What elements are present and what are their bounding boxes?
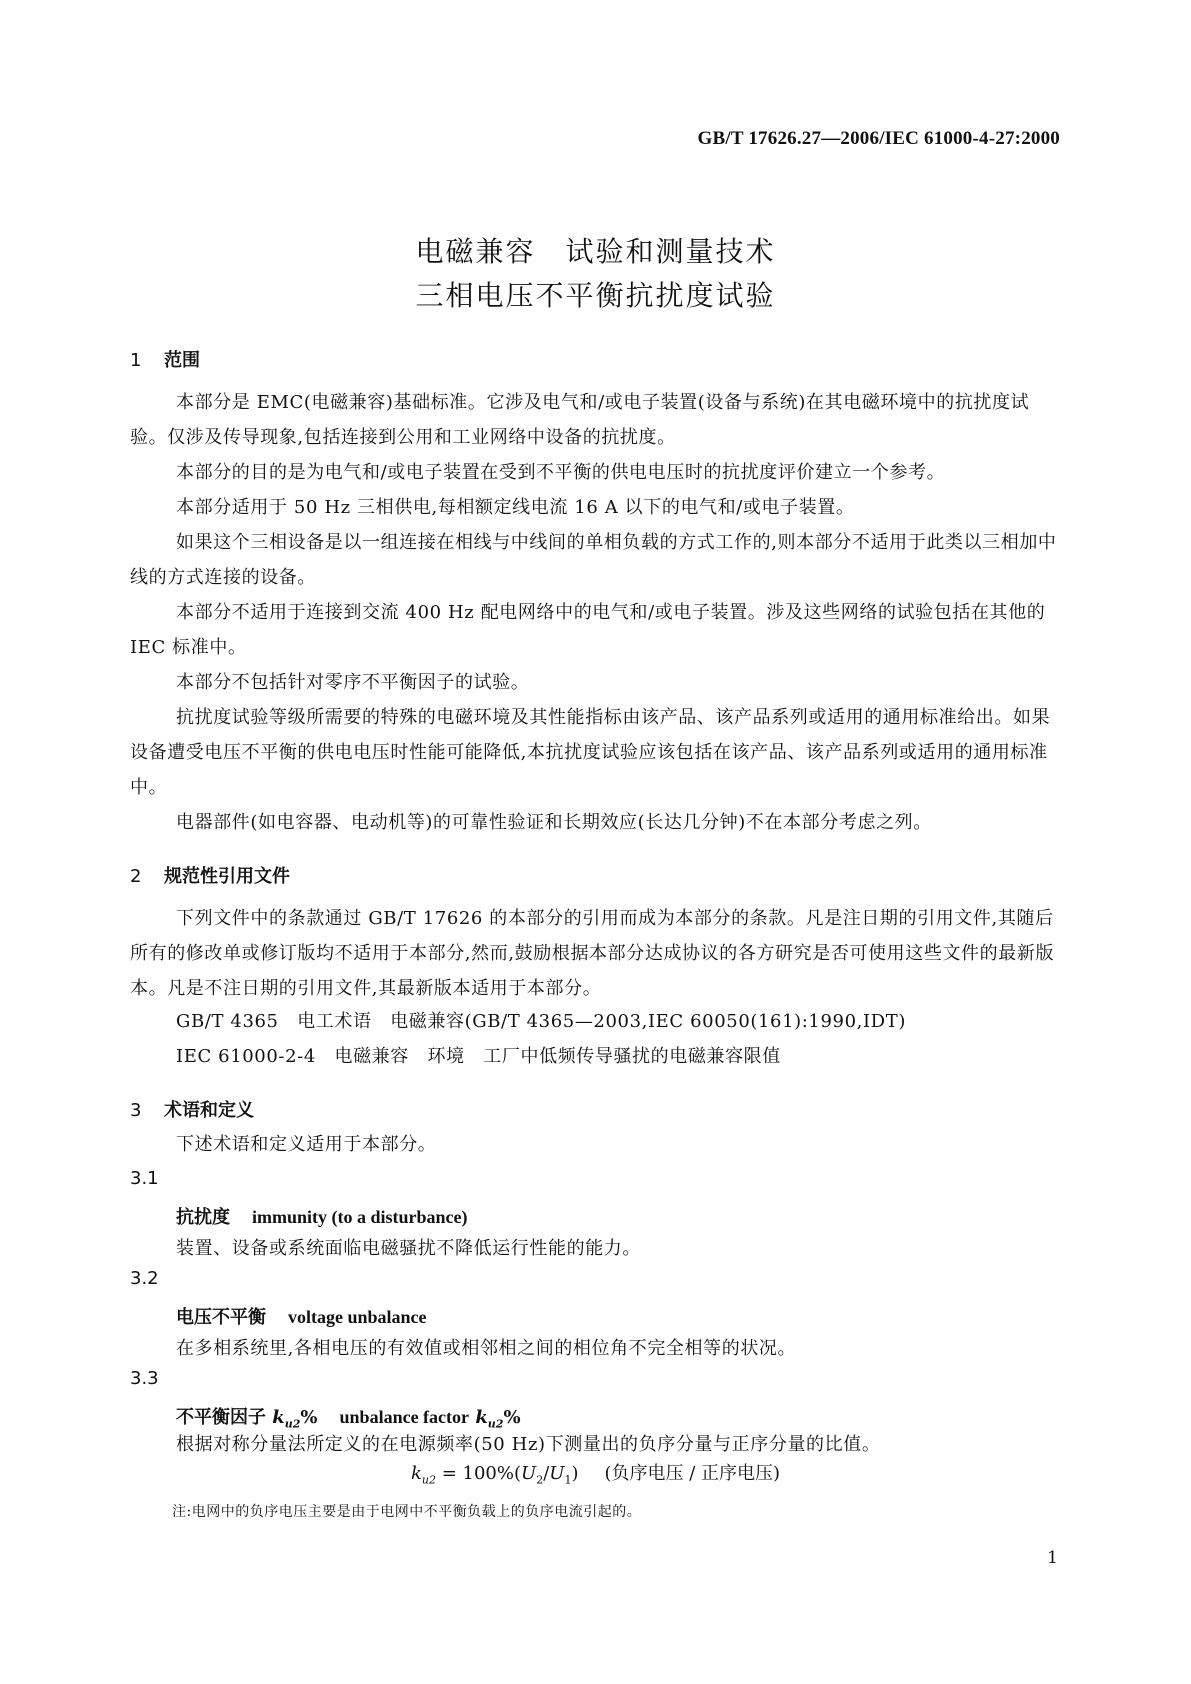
- term-definition: 在多相系统里,各相电压的有效值或相邻相之间的相位角不完全相等的状况。: [176, 1338, 797, 1359]
- term-entry: [176, 1303, 427, 1329]
- term-entry: [176, 1403, 521, 1431]
- term-zh: 电压不平衡: [176, 1307, 266, 1328]
- standard-code: GB/T 17626.27—2006/IEC 61000-4-27:2000: [697, 128, 1060, 149]
- reference-item: GB/T 4365 电工术语 电磁兼容(GB/T 4365—2003,IEC 60050(161):1990,IDT): [176, 1011, 906, 1032]
- section-2-heading: [130, 862, 290, 888]
- paragraph: 如果这个三相设备是以一组连接在相线与中线间的单相负载的方式工作的,则本部分不适用于此类以三相加中线的方式连接的设备。: [130, 532, 1057, 588]
- note: 注:电网中的负序电压主要是由于电网中不平衡负载上的负序电流引起的。: [172, 1504, 642, 1520]
- formula-explanation: (负序电压 / 正序电压): [604, 1463, 781, 1484]
- paragraph: 抗扰度试验等级所需要的特殊的电磁环境及其性能指标由该产品、该产品系列或适用的通用标准给出。如果设备遭受电压不平衡的供电电压时性能可能降低,本抗扰度试验应该包括在该产品、该产品系列或适用的通用标准中。: [130, 707, 1051, 798]
- paragraph: 本部分不包括针对零序不平衡因子的试验。: [176, 672, 530, 693]
- term-en: immunity (to a disturbance): [252, 1207, 468, 1227]
- page-number: 1: [1047, 1548, 1058, 1568]
- term-zh: 不平衡因子: [176, 1407, 266, 1428]
- symbol-subscript: u2: [487, 1417, 504, 1431]
- symbol-percent: %: [300, 1407, 318, 1428]
- paragraph: 下述术语和定义适用于本部分。: [176, 1134, 437, 1155]
- paragraph: 本部分的目的是为电气和/或电子装置在受到不平衡的供电电压时的抗扰度评价建立一个参考。: [176, 462, 946, 483]
- formula-close: ): [571, 1463, 579, 1484]
- document-title-line2: 三相电压不平衡抗扰度试验: [415, 279, 776, 312]
- formula-slash: /: [543, 1463, 550, 1484]
- title-part-b: 试验和测量技术: [565, 235, 776, 268]
- formula-u1: U: [549, 1463, 565, 1484]
- paragraph: 本部分适用于 50 Hz 三相供电,每相额定线电流 16 A 以下的电气和/或电子装置。: [176, 497, 855, 518]
- clause-number: 3.1: [130, 1168, 159, 1189]
- section-3-heading: [130, 1096, 254, 1122]
- section-title: 术语和定义: [164, 1100, 254, 1121]
- section-1-heading: [130, 346, 200, 372]
- symbol-k: k: [475, 1407, 488, 1428]
- section-title: 规范性引用文件: [164, 866, 290, 887]
- symbol-percent: %: [503, 1407, 521, 1428]
- formula-k: k: [410, 1463, 422, 1484]
- symbol-subscript: u2: [284, 1417, 301, 1431]
- reference-item: IEC 61000-2-4 电磁兼容 环境 工厂中低频传导骚扰的电磁兼容限值: [176, 1046, 781, 1067]
- paragraph: 本部分是 EMC(电磁兼容)基础标准。它涉及电气和/或电子装置(设备与系统)在其电磁环境中的抗扰度试验。仅涉及传导现象,包括连接到公用和工业网络中设备的抗扰度。: [130, 392, 1030, 448]
- formula-rhs-prefix: 100%(: [462, 1463, 522, 1484]
- term-entry: [176, 1203, 468, 1229]
- term-en: voltage unbalance: [288, 1307, 427, 1327]
- clause-number: 3.3: [130, 1368, 159, 1389]
- term-zh: 抗扰度: [176, 1207, 230, 1228]
- term-en: unbalance factor: [339, 1407, 470, 1427]
- formula-u2: U: [521, 1463, 537, 1484]
- section-title: 范围: [164, 350, 200, 371]
- paragraph: 电器部件(如电容器、电动机等)的可靠性验证和长期效应(长达几分钟)不在本部分考虑之列。: [176, 812, 932, 833]
- section-number: 2: [130, 866, 142, 887]
- formula-u2-subscript: 2: [536, 1473, 544, 1487]
- paragraph: 下列文件中的条款通过 GB/T 17626 的本部分的引用而成为本部分的条款。凡是注日期的引用文件,其随后所有的修改单或修订版均不适用于本部分,然而,鼓励根据本部分达成协议的各方研究是否可使用这些文件的最新版本。凡是不注日期的引用文件,其最新版本适用于本部分。: [130, 908, 1055, 999]
- formula: [0, 1459, 1191, 1487]
- formula-k-subscript: u2: [421, 1473, 436, 1487]
- formula-u1-subscript: 1: [564, 1473, 572, 1487]
- term-definition: 装置、设备或系统面临电磁骚扰不降低运行性能的能力。: [176, 1238, 641, 1259]
- title-part-a: 电磁兼容: [415, 235, 536, 268]
- section-number: 3: [130, 1100, 142, 1121]
- section-number: 1: [130, 350, 142, 371]
- formula-equals: =: [441, 1463, 457, 1484]
- paragraph: 本部分不适用于连接到交流 400 Hz 配电网络中的电气和/或电子装置。涉及这些网络的试验包括在其他的 IEC 标准中。: [130, 602, 1046, 658]
- term-definition: 根据对称分量法所定义的在电源频率(50 Hz)下测量出的负序分量与正序分量的比值。: [176, 1434, 881, 1455]
- symbol-k: k: [272, 1407, 285, 1428]
- clause-number: 3.2: [130, 1268, 159, 1289]
- document-title-line1: [0, 230, 1191, 270]
